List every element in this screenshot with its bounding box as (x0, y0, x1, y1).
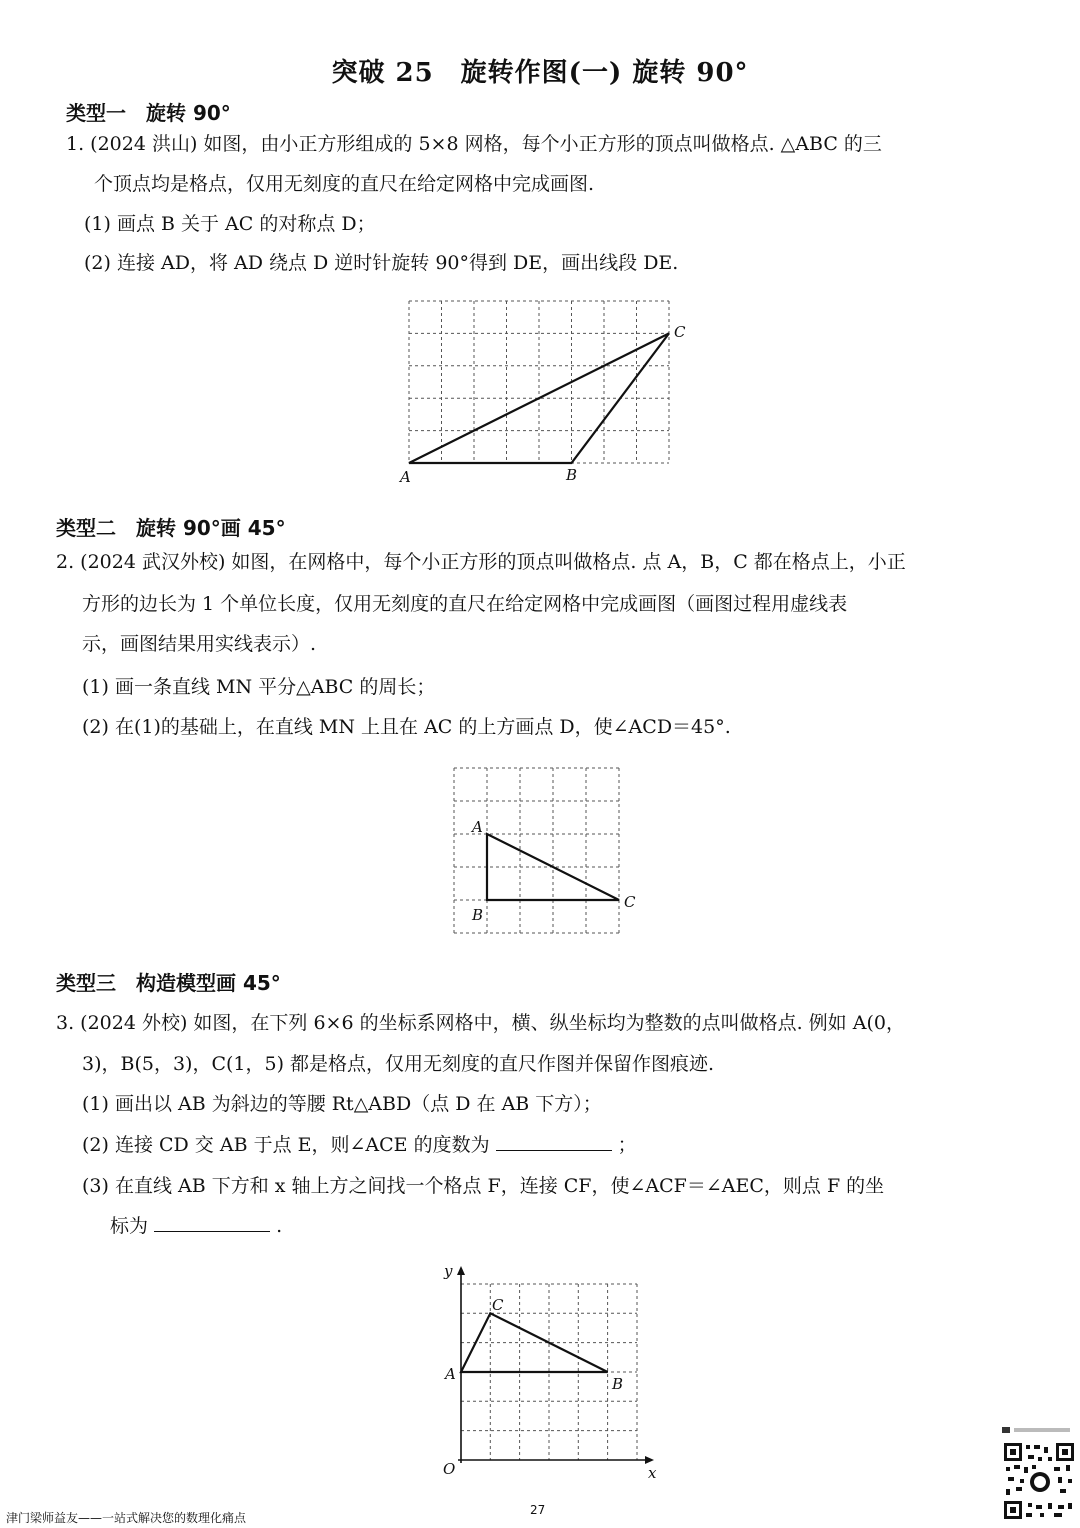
q3-line-4 (82, 1132, 637, 1158)
q2-line-5: (2) 在(1)的基础上，在直线 MN 上且在 AC 的上方画点 D，使∠ACD＝45°. (82, 716, 731, 738)
q1-line-2: 个顶点均是格点，仅用无刻度的直尺在给定网格中完成画图. (94, 173, 595, 195)
q3-line-4-text: (2) 连接 CD 交 AB 于点 E，则∠ACE 的度数为 (82, 1134, 490, 1156)
q3-line-5: (3) 在直线 AB 下方和 x 轴上方之间找一个格点 F，连接 CF，使∠ACF＝∠AEC，则点 F 的坐 (82, 1175, 885, 1197)
footer-slogan: 津门梁师益友——一站式解决您的数理化痛点 (6, 1511, 247, 1525)
q2-line-3: 示，画图结果用实线表示）. (82, 633, 317, 655)
fig3-axes (458, 1272, 648, 1463)
figure-3-coordinate-grid (430, 1260, 670, 1485)
q2-line-4: (1) 画一条直线 MN 平分△ABC 的周长； (82, 676, 436, 698)
section-heading-1: 类型一 旋转 90° (66, 101, 231, 125)
qr-code-icon (1002, 1427, 1076, 1523)
q2-line-2: 方形的边长为 1 个单位长度，仅用无刻度的直尺在给定网格中完成画图（画图过程用虚线表 (82, 593, 848, 615)
q1-line-1: 1. (2024 洪山) 如图，由小正方形组成的 5×8 网格，每个小正方形的顶点叫做格点. △ABC 的三 (66, 133, 882, 155)
fig3-label-c: C (492, 1296, 504, 1314)
fig1-label-a: A (400, 468, 411, 486)
page-title: 突破 25 旋转作图(一) 旋转 90° (331, 58, 749, 88)
figure-2-grid (440, 760, 640, 945)
y-axis-arrow (457, 1266, 465, 1275)
answer-blank-angle[interactable] (496, 1132, 612, 1151)
fig3-label-a: A (445, 1365, 456, 1383)
fig3-label-b: B (612, 1375, 624, 1393)
fig1-grid-lines (409, 301, 669, 463)
fig2-label-a: A (472, 818, 483, 836)
section-heading-2: 类型二 旋转 90°画 45° (56, 516, 286, 540)
q1-line-4: (2) 连接 AD，将 AD 绕点 D 逆时针旋转 90°得到 DE，画出线段 DE. (84, 252, 679, 274)
q3-line-2: 3)，B(5，3)，C(1，5) 都是格点，仅用无刻度的直尺作图并保留作图痕迹. (82, 1053, 715, 1075)
x-axis-arrow (645, 1456, 654, 1464)
answer-blank-coordinate[interactable] (154, 1213, 270, 1232)
fig3-label-origin: O (443, 1460, 456, 1478)
fig1-label-b: B (566, 466, 578, 484)
q3-line-3: (1) 画出以 AB 为斜边的等腰 Rt△ABD（点 D 在 AB 下方）； (82, 1093, 602, 1115)
q3-line-1: 3. (2024 外校) 如图，在下列 6×6 的坐标系网格中，横、纵坐标均为整数的点叫做格点. 例如 A(0， (56, 1012, 905, 1034)
fig2-label-b: B (472, 906, 484, 924)
figure-1-grid (395, 290, 695, 490)
q3-line-6 (110, 1213, 282, 1239)
fig1-label-c: C (674, 323, 686, 341)
page-number: 27 (530, 1503, 546, 1517)
q3-line-6-text: 标为 (110, 1215, 149, 1237)
fig3-label-x: x (648, 1464, 657, 1482)
fig3-label-y: y (444, 1262, 453, 1280)
q3-line-6-end: . (276, 1215, 283, 1237)
q3-line-4-end: ； (617, 1134, 637, 1156)
section-heading-3: 类型三 构造模型画 45° (56, 971, 281, 995)
q2-line-1: 2. (2024 武汉外校) 如图，在网格中，每个小正方形的顶点叫做格点. 点 A，B，C 都在格点上，小正 (56, 551, 906, 573)
q1-line-3: (1) 画点 B 关于 AC 的对称点 D； (84, 213, 376, 235)
fig2-label-c: C (624, 893, 636, 911)
